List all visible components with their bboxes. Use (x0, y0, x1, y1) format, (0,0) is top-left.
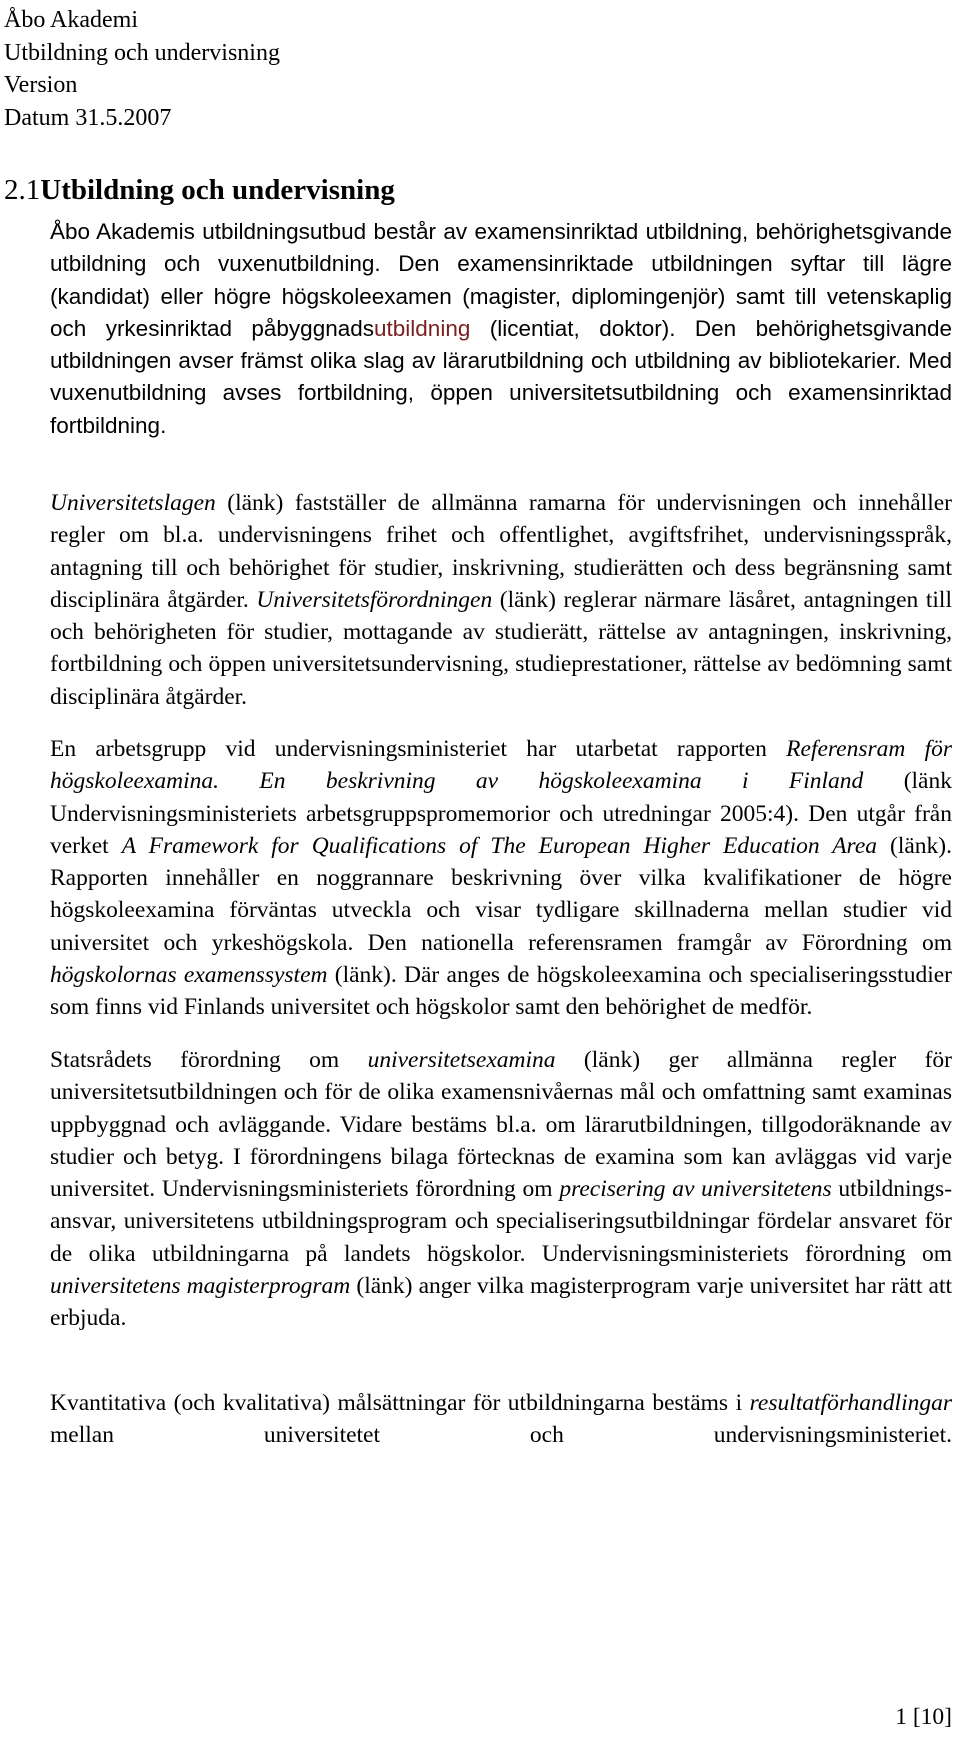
resultatforhandlingar-term: resultatförhandlingar (749, 1390, 952, 1416)
section-number: 2.1 (4, 174, 41, 206)
section-heading (4, 172, 395, 208)
p2-text-d: (länk) reglerar närmare läsåret, antagningen till och behörigheten för studier, mottagande av studierätt, rättelse av antagningen, inskrivning, fortbildning och öppen universitetsundervisning, studieprestationer, rättelse av bedömning samt disciplinära åtgärder. (50, 586, 952, 710)
magisterprogram-link[interactable]: universitetens magisterprogram (50, 1273, 351, 1300)
p3-text-a: En arbetsgrupp vid undervisningsministeriet har utarbetat rapporten (50, 736, 787, 762)
p1-text-c: (licentiat, doktor). Den behörighetsgivande utbildningen avser främst olika slag av lärarutbildning och utbildning av bibliotekarier. Med vuxenutbildning avses fortbildning, öppen universitetsutbildning och examensinriktad fortbildning. (50, 315, 952, 438)
paragraph-referensram (50, 733, 952, 1024)
p1-highlight: utbildning (374, 315, 471, 341)
p4-text-c: (länk) ger allmänna regler för universitetsutbildningen och för de olika examensnivåernas mål och omfattning samt examinas uppbyggnad och avläggande. Vidare bestäms bl.a. om lärarutbildningen, tillgodoräknande av studier och betyg. I förordningens bilaga förtecknas de examina som kan avläggas vid varje universitet. Undervisningsministeriets förordning om (50, 1047, 952, 1203)
p5-text-c: mellan universitetet och undervisningsministeriet. (50, 1422, 952, 1449)
p3-text-e: (länk). Rapporten innehåller en noggrannare beskrivning över vilka kvalifikationer de högre högskoleexamina förväntas utveckla och visar tydligare skillnaderna mellan studier vid universitet och yrkeshögskola. Den nationella referensramen framgår av Förordning om (50, 832, 952, 956)
referensram-link[interactable]: Referensram för högskoleexamina. En beskrivning av högskoleexamina i Finland (50, 736, 952, 795)
universitetsforordningen-link[interactable]: Universitetsförordningen (256, 586, 493, 613)
p3-text-c: (länk Undervisningsministeriets arbetsgruppspromemorior och utredningar 2005:4). Den utgår från verket (50, 768, 952, 859)
framework-link[interactable]: A Framework for Qualifications of The European Higher Education Area (121, 832, 878, 859)
universitetslagen-link[interactable]: Universitetslagen (50, 490, 216, 516)
paragraph-intro (50, 216, 952, 442)
page-number: 1 (895, 1704, 907, 1730)
p4-text-e: utbildningsansvar, universitetens utbildningsprogram och specialiseringsutbildningar fördelar ansvaret för de olika utbildningarna på landets högskolor. Undervisningsministeriets förordning om (50, 1176, 953, 1267)
document-header (4, 4, 280, 134)
header-org: Åbo Akademi (4, 7, 138, 33)
examenssystem-link[interactable]: högskolornas examenssystem (50, 962, 328, 989)
header-version: Version (4, 72, 78, 98)
paragraph-universitetslagen (50, 487, 952, 713)
p4-text-g: (länk) anger vilka magisterprogram varje universitet har rätt att erbjuda. (50, 1273, 952, 1332)
precisering-link[interactable]: precisering av universitetens (559, 1176, 832, 1203)
p1-text-a: Åbo Akademis utbildningsutbud består av examensinriktad utbildning, behörighetsgivande utbildning och vuxenutbildning. Den examensinriktade utbildningen syftar till lägre (kandidat) eller högre högskoleexamen (magister, diplomingenjör) samt till vetenskaplig och yrkesinriktad påbyggnads (50, 219, 952, 341)
paragraph-statsradets-forordning (50, 1044, 952, 1335)
p2-text-b: (länk) fastställer de allmänna ramarna för undervisningen och innehåller regler om bl.a. undervisningens frihet och offentlighet, avgiftsfrihet, undervisningsspråk, antagning till och behörighet för studier, inskrivning, studierätten och dess begränsning samt disciplinära åtgärder. (50, 490, 952, 613)
p3-text-g: (länk). Där anges de högskoleexamina och specialiseringsstudier som finns vid Finlands universitet och högskolor samt den behörighet de medför. (50, 962, 952, 1021)
page-total: [10] (912, 1704, 952, 1730)
header-unit: Utbildning och undervisning (4, 39, 280, 66)
section-title: Utbildning och undervisning (40, 174, 395, 206)
universitetsexamina-link[interactable]: universitetsexamina (367, 1047, 556, 1073)
paragraph-resultatforhandlingar (50, 1387, 952, 1452)
p5-text-a: Kvantitativa (och kvalitativa) målsättningar för utbildningarna bestäms i (50, 1390, 750, 1416)
p4-text-a: Statsrådets förordning om (50, 1047, 368, 1073)
header-date: Datum 31.5.2007 (4, 104, 172, 131)
page-footer (895, 1704, 952, 1731)
